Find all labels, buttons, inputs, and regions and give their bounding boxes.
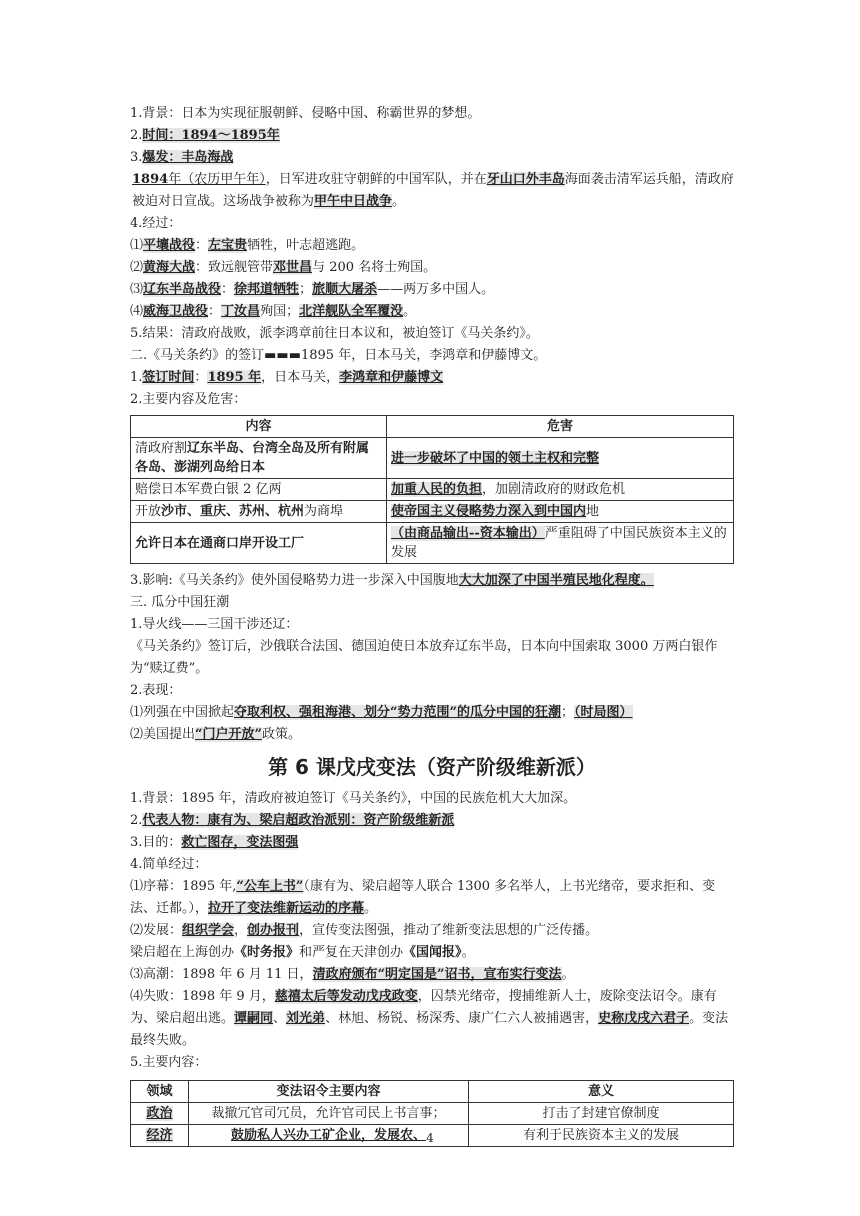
page-number: 4	[426, 1131, 434, 1145]
found-newspapers: 创办报刊	[247, 923, 300, 938]
climax-highlight: 清政府颁布“明定国是”诏书，宣布实行变法	[312, 967, 562, 982]
result-line: 5.结果：清政府战败，派李鸿章前往日本议和，被迫签订《马关条约》。	[130, 326, 539, 341]
table-cell-content	[131, 438, 387, 479]
background-label: 1.背景：	[130, 106, 182, 121]
outbreak-mid-text-2: 海面袭击清军运兵船，清政府被迫对日宣战。这场战争被称为	[132, 172, 734, 209]
course-item-2-mid: ：致远舰管带	[195, 260, 274, 275]
table-cell-content	[131, 501, 387, 523]
current-situation-map: （时局图）	[574, 705, 633, 720]
table-row	[131, 479, 734, 501]
cell-text: ，加剧清政府的财政危机	[482, 482, 626, 497]
climax-line	[130, 964, 734, 986]
cell-text: 严重阻碍了中国民族资本主义的发展	[391, 526, 727, 560]
open-door-policy: “门户开放”	[195, 727, 262, 742]
climax-pre: ⑶高潮：1898 年 6 月 11 日，	[130, 967, 313, 982]
course-item-3	[130, 279, 734, 301]
sign-line	[130, 367, 734, 389]
cell-highlight-text: （由商品输出--资本输出）	[391, 526, 545, 541]
table-header-row	[131, 416, 734, 438]
table-row	[131, 438, 734, 479]
outbreak-mid-text: ，日军进攻驻守朝鲜的中国军队，并在	[265, 172, 487, 187]
show-item-1-sep: ；	[560, 705, 574, 720]
field-economy: 经济	[146, 1128, 173, 1143]
cell-highlight-text: 进一步破坏了中国的领土主权和完整	[391, 450, 600, 466]
outbreak-paragraph	[130, 169, 734, 213]
show-item-1	[130, 702, 734, 724]
table-cell-decree: 裁撤冗官司冗员，允许官司民上书言事；	[189, 1103, 469, 1125]
beiyang-fleet: 北洋舰队全军覆没	[299, 304, 404, 319]
organize-societies: 组织学会	[182, 923, 235, 938]
sign-mid: ，日本马关，	[261, 370, 340, 385]
cell-text: 为商埠	[304, 504, 344, 519]
course-item-2-number: ⑵	[130, 260, 144, 275]
cell-bold-text: 辽东半岛、台湾全岛及所有附属各岛、澎湖列岛给日本	[135, 441, 370, 475]
table-cell-harm	[387, 523, 734, 564]
lesson-background: 1.背景：1895 年，清政府被迫签订《马关条约》，中国的民族危机大大加深。	[130, 791, 577, 806]
cell-highlight-text: 加重人民的负担	[391, 482, 483, 497]
person-deng-shichang: 邓世昌	[273, 260, 313, 275]
representatives-text: 代表人物：康有为、梁启超政治派别：资产阶级维新派	[142, 813, 455, 828]
person-ding-ruchang: 丁汝昌	[221, 304, 261, 319]
person-xu-bangdao: 徐邦道牺牲	[234, 282, 300, 297]
failure-mid: ，囚禁光绪帝，搜捕维新人士，废除变法诏令。康有为、梁启超出逃。	[130, 989, 717, 1026]
table-header-harm: 危害	[387, 416, 734, 438]
course-item-1-rest: 牺牲，叶志超逃跑。	[247, 238, 365, 253]
prelude-pre: ⑴序幕：1895 年,	[130, 879, 237, 894]
development-rest: ，宣传变法图强，推动了维新变法思想的广泛传播。	[299, 923, 599, 938]
course-item-3-sep2: ；	[299, 282, 313, 297]
development-sep: ，	[234, 923, 248, 938]
outbreak-place: 牙山口外丰岛	[486, 172, 565, 187]
table-cell-meaning: 有利于民族资本主义的发展	[469, 1125, 734, 1147]
partition-frenzy: 夺取利权、强租海港、划分“势力范围”的瓜分中国的狂潮	[234, 705, 561, 720]
six-gentlemen: 史称戊戌六君子	[598, 1011, 690, 1026]
table-cell-harm	[387, 479, 734, 501]
lesson-title: 第 6 课戊戌变法（资产阶级维新派）	[268, 755, 596, 779]
lushun-massacre: 旅顺大屠杀	[312, 282, 378, 297]
aim-line	[130, 832, 734, 854]
battle-yellow-sea: 黄海大战	[143, 260, 196, 275]
table-cell-field	[131, 1103, 189, 1125]
prelude-end: 。	[364, 901, 378, 916]
failure-sep: 、	[273, 1011, 287, 1026]
table-row	[131, 523, 734, 564]
cell-text: 清政府割	[135, 441, 188, 456]
fuse-text: 《马关条约》签订后，沙俄联合法国、德国迫使日本放弃辽东半岛，日本向中国索取 3000 万两白银作为“赎辽费”。	[130, 639, 718, 676]
war-name: 甲午中日战争	[314, 194, 393, 209]
show-item-1-pre: ⑴列强在中国掀起	[130, 705, 235, 720]
table-cell-content	[131, 523, 387, 564]
table-cell-harm	[387, 438, 734, 479]
course-item-3-sep: ：	[221, 282, 235, 297]
battle-weihaiwei: 威海卫战役	[143, 304, 209, 319]
wuxu-coup: 慈禧太后等发动戊戌政变	[274, 989, 418, 1004]
table-header-field: 领域	[131, 1081, 189, 1103]
impact-highlight: 大大加深了中国半殖民地化程度。	[458, 573, 654, 588]
newspapers-mid: 和严复在天津创办	[299, 945, 404, 960]
prelude-highlight: 拉开了变法维新运动的序幕	[208, 901, 365, 916]
shiwubao: 《时务报》	[234, 945, 300, 960]
table-cell-harm	[387, 501, 734, 523]
show-item-2-post: 政策。	[261, 727, 301, 742]
course-item-4-end: 。	[403, 304, 417, 319]
outbreak-date	[132, 172, 266, 187]
failure-pre: ⑷失败：1898 年 9 月，	[130, 989, 275, 1004]
show-label: 2.表现：	[130, 683, 182, 698]
representatives-line	[130, 810, 734, 832]
treaty-heading: 二.《马关条约》的签订▬▬▬1895 年，日本马关，李鸿章和伊藤博文。	[130, 348, 547, 363]
sign-year: 1895 年	[207, 370, 262, 385]
failure-paragraph	[130, 986, 734, 1052]
background-text: 日本为实现征服朝鲜、侵略中国、称霸世界的梦想。	[181, 106, 481, 121]
climax-end: 。	[561, 967, 575, 982]
prelude-mid: （康有为、梁启超等人联合 1300 多名举人，上书光绪帝，要求拒和、变法、迁都。），	[130, 879, 716, 916]
cell-text: 赔偿日本军费白银 2 亿两	[135, 482, 282, 497]
failure-mid-2: 、林旭、杨锐、杨深秀、康广仁六人被捕遇害，	[325, 1011, 599, 1026]
table-header-meaning: 意义	[469, 1081, 734, 1103]
person-zuo-baogui: 左宝贵	[208, 238, 248, 253]
impact-line	[130, 570, 734, 592]
cell-text: 地	[586, 504, 600, 519]
cell-text: 开放	[135, 504, 162, 519]
course-item-4-number: ⑷	[130, 304, 144, 319]
outbreak-line	[130, 147, 734, 169]
outbreak-end: 。	[392, 194, 406, 209]
course-item-1-number: ⑴	[130, 238, 144, 253]
treaty-table	[130, 415, 734, 564]
table-header-content: 内容	[131, 416, 387, 438]
table-cell-content	[131, 479, 387, 501]
battle-liaodong: 辽东半岛战役	[143, 282, 222, 297]
course-item-4-sep: ：	[208, 304, 222, 319]
table-row	[131, 501, 734, 523]
newspapers-end: 。	[461, 945, 475, 960]
time-number: 2.	[130, 128, 143, 143]
time-text: 时间：1894～1895年	[142, 128, 280, 143]
main-content-label: 5.主要内容：	[130, 1055, 208, 1070]
course-item-3-rest: ——两万多中国人。	[377, 282, 495, 297]
aim-text: 救亡图存，变法图强	[181, 835, 299, 850]
battle-pyongyang: 平壤战役	[143, 238, 196, 253]
prelude-paragraph	[130, 876, 734, 920]
table-row	[131, 1103, 734, 1125]
guowenbao: 《国闻报》	[403, 945, 462, 960]
outbreak-year: 1894	[132, 172, 169, 187]
time-line	[130, 125, 734, 147]
show-item-2	[130, 724, 734, 746]
fuse-label: 1.导火线——三国干涉还辽：	[130, 617, 299, 632]
course-item-3-number: ⑶	[130, 282, 144, 297]
gongche-shangshu: “公车上书”	[236, 879, 304, 894]
cell-bold-text: 允许日本在通商口岸开设工厂	[135, 535, 305, 551]
course-item-4-mid: 殉国；	[260, 304, 300, 319]
course-item-4	[130, 301, 734, 323]
field-politics: 政治	[146, 1106, 173, 1121]
show-item-2-pre: ⑵美国提出	[130, 727, 196, 742]
development-line	[130, 920, 734, 942]
aim-label: 3.目的：	[130, 835, 182, 850]
cell-highlight-text: 使帝国主义侵略势力深入到中国内	[391, 504, 587, 519]
page-content	[130, 103, 734, 1153]
table-cell-meaning: 打击了封建官僚制度	[469, 1103, 734, 1125]
course-label: 4.经过：	[130, 216, 182, 231]
newspapers-pre: 梁启超在上海创办	[130, 945, 235, 960]
course-item-2-rest: 与 200 名将士殉国。	[312, 260, 437, 275]
background-line	[130, 103, 734, 125]
newspapers-line	[130, 942, 734, 964]
content-label: 2.主要内容及危害：	[130, 392, 247, 407]
course-item-2	[130, 257, 734, 279]
outbreak-text: 爆发：丰岛海战	[142, 150, 234, 165]
decree-economy-text: 鼓励私人兴办工矿企业，发展农、	[230, 1128, 426, 1143]
person-tan-sitong: 谭嗣同	[234, 1011, 274, 1026]
course-item-1	[130, 235, 734, 257]
sign-colon: ：	[194, 370, 208, 385]
table-header-decree: 变法诏令主要内容	[189, 1081, 469, 1103]
failure-end: 。变法最终失败。	[130, 1011, 729, 1048]
sign-number: 1.	[130, 370, 143, 385]
partition-heading: 三. 瓜分中国狂潮	[130, 595, 230, 610]
brief-label: 4.简单经过：	[130, 857, 208, 872]
cell-bold-text: 沙市、重庆、苏州、杭州	[161, 504, 305, 519]
outbreak-year-suffix: 年（农历甲午年）	[168, 172, 266, 187]
person-liu-guangdi: 刘光弟	[286, 1011, 326, 1026]
sign-people: 李鸿章和伊藤博文	[339, 370, 444, 385]
development-pre: ⑵发展：	[130, 923, 183, 938]
sign-label: 签订时间	[142, 370, 195, 385]
course-item-1-sep: ：	[195, 238, 209, 253]
outbreak-number: 3.	[130, 150, 143, 165]
impact-text: 3.影响:《马关条约》使外国侵略势力进一步深入中国腹地	[130, 573, 459, 588]
table-header-row	[131, 1081, 734, 1103]
representatives-number: 2.	[130, 813, 143, 828]
